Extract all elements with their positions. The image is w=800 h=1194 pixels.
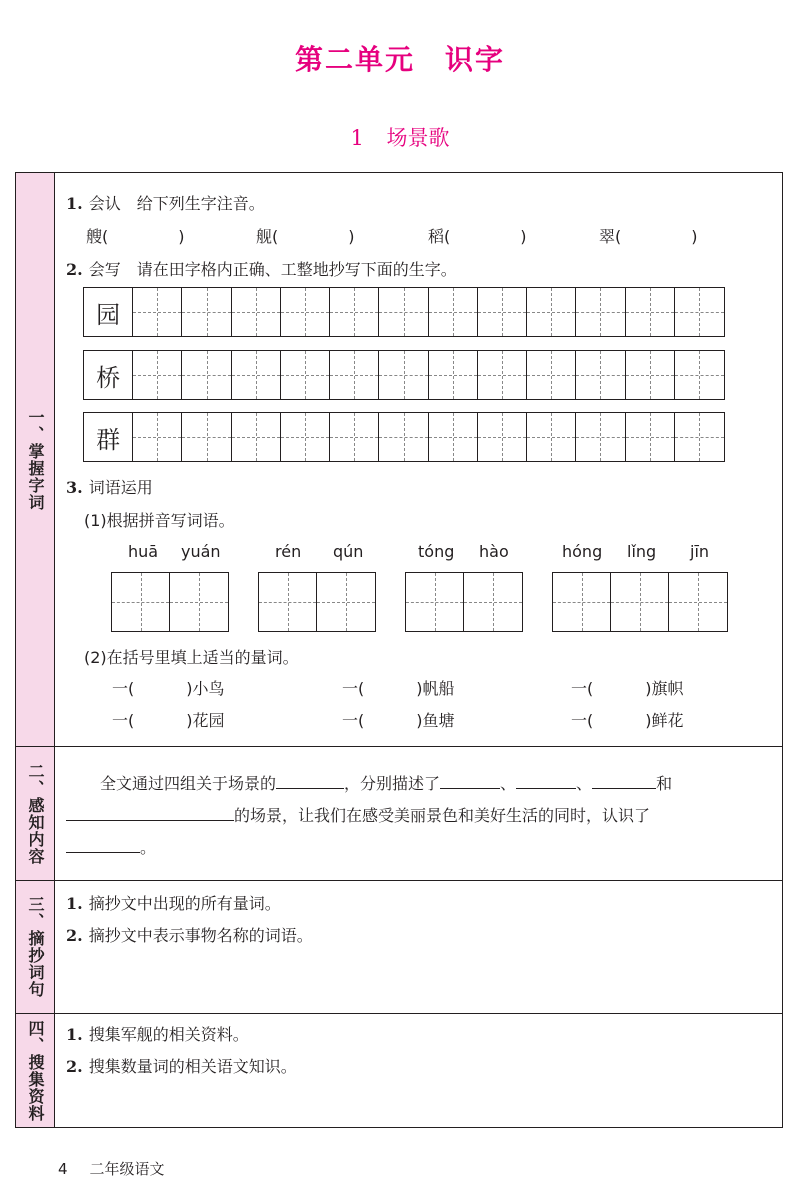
pinyin-item[interactable]: 舰( ) <box>256 227 355 246</box>
fill-blank[interactable] <box>66 820 234 821</box>
writing-cell[interactable] <box>527 351 576 399</box>
measure-word-item[interactable]: 一( )帆船 <box>342 679 455 698</box>
pinyin-label: rén <box>275 542 302 561</box>
writing-cell[interactable] <box>675 413 724 461</box>
measure-word-item[interactable]: 一( )鲜花 <box>571 711 684 730</box>
writing-cell[interactable] <box>478 351 527 399</box>
section-copy-phrases <box>16 881 782 1014</box>
fill-blank[interactable] <box>440 788 500 789</box>
section-3-label: 三、摘抄词句 <box>16 881 55 1013</box>
writing-cell[interactable] <box>281 413 330 461</box>
model-char-cell <box>84 413 133 461</box>
lesson-title <box>0 122 800 152</box>
pinyin-item[interactable]: 稻( ) <box>428 227 527 246</box>
measure-word-item[interactable]: 一( )小鸟 <box>112 679 225 698</box>
collect-item: 2. 搜集数量词的相关语文知识。 <box>66 1057 297 1076</box>
writing-cell[interactable] <box>527 413 576 461</box>
writing-cell[interactable] <box>281 288 330 336</box>
writing-cell[interactable] <box>281 351 330 399</box>
writing-grid-row[interactable] <box>83 287 725 337</box>
section-4-label: 四、搜集资料 <box>16 1014 55 1127</box>
copy-item: 1. 摘抄文中出现的所有量词。 <box>66 894 281 913</box>
writing-cell[interactable] <box>379 288 428 336</box>
writing-grid-row[interactable] <box>83 350 725 400</box>
pinyin-label: lǐng <box>627 542 657 561</box>
content-line-3: 。 <box>66 835 156 858</box>
pinyin-label: tóng <box>418 542 455 561</box>
q2-heading: 2. 会写 请在田字格内正确、工整地抄写下面的生字。 <box>66 260 457 279</box>
fill-blank[interactable] <box>592 788 656 789</box>
writing-cell[interactable] <box>379 413 428 461</box>
pinyin-label: jīn <box>690 542 710 561</box>
writing-cell[interactable] <box>429 288 478 336</box>
writing-cell[interactable] <box>576 351 625 399</box>
writing-cell[interactable] <box>133 351 182 399</box>
writing-cell[interactable] <box>330 351 379 399</box>
writing-cell[interactable] <box>330 288 379 336</box>
section-2-label: 二、感知内容 <box>16 747 55 880</box>
pinyin-label: qún <box>333 542 364 561</box>
writing-cell[interactable] <box>576 413 625 461</box>
copy-item: 2. 摘抄文中表示事物名称的词语。 <box>66 926 313 945</box>
answer-boxes[interactable] <box>552 572 728 632</box>
writing-cell[interactable] <box>330 413 379 461</box>
writing-cell[interactable] <box>232 288 281 336</box>
writing-cell[interactable] <box>133 288 182 336</box>
model-char: 桥 <box>96 363 121 392</box>
writing-cell[interactable] <box>182 351 231 399</box>
pinyin-label: hào <box>479 542 509 561</box>
unit-title: 第二单元 识字 <box>294 43 505 76</box>
fill-blank[interactable] <box>66 852 140 853</box>
q1-heading: 1. 会认 给下列生字注音。 <box>66 194 265 213</box>
writing-cell[interactable] <box>576 288 625 336</box>
q3-heading: 3. 词语运用 <box>66 478 153 497</box>
content-line-2: 的场景，让我们在感受美丽景色和美好生活的同时，认识了 <box>66 803 650 826</box>
book-name: 二年级语文 <box>89 1160 165 1178</box>
writing-cell[interactable] <box>182 288 231 336</box>
pinyin-item[interactable]: 翠( ) <box>599 227 698 246</box>
writing-cell[interactable] <box>527 288 576 336</box>
writing-cell[interactable] <box>626 413 675 461</box>
page-number: 4 <box>58 1160 68 1178</box>
section-perceive-content <box>16 747 782 881</box>
writing-cell[interactable] <box>133 413 182 461</box>
writing-cell[interactable] <box>232 413 281 461</box>
answer-boxes[interactable] <box>405 572 523 632</box>
pinyin-item[interactable]: 艘( ) <box>86 227 185 246</box>
answer-boxes[interactable] <box>258 572 376 632</box>
measure-word-item[interactable]: 一( )花园 <box>112 711 225 730</box>
pinyin-label: huā <box>128 542 159 561</box>
fill-blank[interactable] <box>276 788 344 789</box>
pinyin-label: hóng <box>562 542 603 561</box>
model-char-cell <box>84 351 133 399</box>
section-collect-info <box>16 1014 782 1127</box>
fill-blank[interactable] <box>516 788 576 789</box>
measure-word-item[interactable]: 一( )旗帜 <box>571 679 684 698</box>
writing-cell[interactable] <box>429 413 478 461</box>
model-char: 群 <box>96 425 121 454</box>
worksheet-frame <box>15 172 783 1128</box>
writing-cell[interactable] <box>675 351 724 399</box>
section-master-words <box>16 173 782 747</box>
answer-boxes[interactable] <box>111 572 229 632</box>
content-line-1: 全文通过四组关于场景的 ，分别描述了 、 、 和 <box>100 774 673 793</box>
q3-sub1: (1)根据拼音写词语。 <box>84 511 235 530</box>
measure-word-item[interactable]: 一( )鱼塘 <box>342 711 455 730</box>
q3-sub2: (2)在括号里填上适当的量词。 <box>84 648 299 667</box>
writing-cell[interactable] <box>232 351 281 399</box>
page-footer <box>58 1158 165 1179</box>
writing-cell[interactable] <box>478 288 527 336</box>
writing-cell[interactable] <box>675 288 724 336</box>
pinyin-label: yuán <box>181 542 221 561</box>
model-char-cell <box>84 288 133 336</box>
writing-cell[interactable] <box>429 351 478 399</box>
writing-cell[interactable] <box>478 413 527 461</box>
model-char: 园 <box>96 300 121 329</box>
lesson-name: 场景歌 <box>386 126 450 150</box>
writing-cell[interactable] <box>626 351 675 399</box>
writing-cell[interactable] <box>182 413 231 461</box>
collect-item: 1. 搜集军舰的相关资料。 <box>66 1025 249 1044</box>
writing-cell[interactable] <box>626 288 675 336</box>
writing-cell[interactable] <box>379 351 428 399</box>
lesson-number: 1 <box>350 126 364 150</box>
section-1-label: 一、掌握字词 <box>16 173 55 746</box>
writing-grid-row[interactable] <box>83 412 725 462</box>
